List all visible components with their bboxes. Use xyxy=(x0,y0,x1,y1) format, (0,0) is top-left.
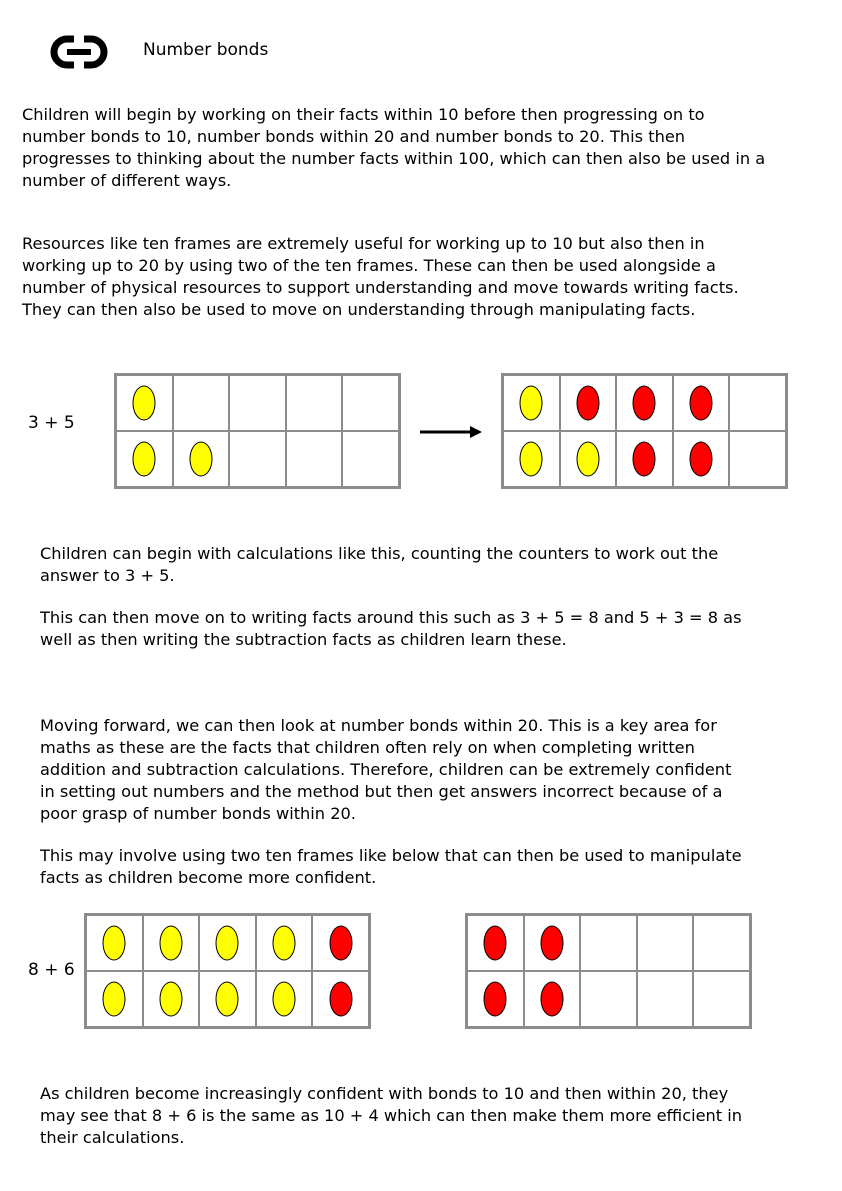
ten-frame-cell xyxy=(256,915,313,971)
ten-frame-cell xyxy=(467,971,524,1027)
yellow-counter xyxy=(520,386,543,421)
ten-frame-cell xyxy=(312,971,369,1027)
ten-frame-start xyxy=(114,373,401,489)
yellow-counter xyxy=(103,982,126,1017)
red-counter xyxy=(633,386,656,421)
red-counter xyxy=(576,386,599,421)
link-icon xyxy=(50,35,108,69)
ten-frame-cell xyxy=(286,375,343,431)
bonds-within-20-paragraph: Moving forward, we can then look at number bonds within 20. This is a key area for maths as these are the facts that children often rely on when completing written addition and subtraction calculations. Therefore, children can be extremely confident in setting out numbers and the method but then get answers incorrect because of a poor grasp of number bonds within 20. xyxy=(40,716,732,823)
ten-frame-cell xyxy=(342,375,399,431)
ten-frame-result xyxy=(501,373,788,489)
ten-frame-cell xyxy=(503,375,560,431)
ten-frame-cell xyxy=(342,431,399,487)
yellow-counter xyxy=(189,442,212,477)
ten-frame-cell xyxy=(693,971,750,1027)
ten-frame-cell xyxy=(616,431,673,487)
yellow-counter xyxy=(103,926,126,961)
yellow-counter xyxy=(273,982,296,1017)
ten-frame-cell xyxy=(143,971,200,1027)
yellow-counter xyxy=(576,442,599,477)
yellow-counter xyxy=(133,442,156,477)
resources-paragraph: Resources like ten frames are extremely useful for working up to 10 but also then in working up to 20 by using two of the ten frames. These can then be used alongside a number of physical resources to support understanding and move towards writing facts. They can then also be used to move on understanding through manipulating facts. xyxy=(22,234,739,319)
red-counter xyxy=(690,386,713,421)
ten-frame-cell xyxy=(286,431,343,487)
yellow-counter xyxy=(159,926,182,961)
two-frames-paragraph: This may involve using two ten frames like below that can then be used to manipulate facts as children become more confident. xyxy=(40,846,742,887)
yellow-counter xyxy=(520,442,543,477)
conclusion-paragraph: As children become increasingly confident with bonds to 10 and then within 20, they may see that 8 + 6 is the same as 10 + 4 which can then make them more efficient in their calculations. xyxy=(40,1084,743,1147)
ten-frame-cell xyxy=(503,431,560,487)
ten-frame-cell xyxy=(616,375,673,431)
ten-frame-partial xyxy=(465,913,752,1029)
ten-frame-cell xyxy=(229,431,286,487)
yellow-counter xyxy=(216,926,239,961)
ten-frame-cell xyxy=(693,915,750,971)
calculation-label-3-plus-5: 3 + 5 xyxy=(28,413,75,433)
ten-frame-cell xyxy=(560,431,617,487)
ten-frame-cell xyxy=(560,375,617,431)
ten-frame-cell xyxy=(143,915,200,971)
red-counter xyxy=(329,982,352,1017)
yellow-counter xyxy=(273,926,296,961)
ten-frame-cell xyxy=(467,915,524,971)
calculation-label-8-plus-6: 8 + 6 xyxy=(28,960,75,980)
ten-frame-cell xyxy=(312,915,369,971)
ten-frame-cell xyxy=(86,971,143,1027)
yellow-counter xyxy=(216,982,239,1017)
yellow-counter xyxy=(159,982,182,1017)
ten-frame-cell xyxy=(199,915,256,971)
ten-frame-cell xyxy=(580,915,637,971)
red-counter xyxy=(540,926,563,961)
ten-frame-cell xyxy=(173,431,230,487)
ten-frame-cell xyxy=(729,431,786,487)
red-counter xyxy=(540,982,563,1017)
counting-paragraph: Children can begin with calculations like this, counting the counters to work out the answer to 3 + 5. xyxy=(40,544,719,585)
red-counter xyxy=(329,926,352,961)
red-counter xyxy=(633,442,656,477)
arrow-right-icon xyxy=(418,424,484,440)
ten-frame-cell xyxy=(637,915,694,971)
ten-frame-cell xyxy=(673,431,730,487)
intro-paragraph: Children will begin by working on their facts within 10 before then progressing on to number bonds to 10, number bonds within 20 and number bonds to 20. This then progresses to thinking about the number facts within 100, which can then also be used in a number of different ways. xyxy=(22,105,766,190)
ten-frame-cell xyxy=(173,375,230,431)
yellow-counter xyxy=(133,386,156,421)
ten-frame-cell xyxy=(116,375,173,431)
ten-frame-cell xyxy=(524,915,581,971)
ten-frame-cell xyxy=(637,971,694,1027)
ten-frame-full xyxy=(84,913,371,1029)
ten-frame-cell xyxy=(229,375,286,431)
page-title: Number bonds xyxy=(143,40,269,60)
ten-frame-cell xyxy=(729,375,786,431)
ten-frame-cell xyxy=(199,971,256,1027)
ten-frame-cell xyxy=(524,971,581,1027)
red-counter xyxy=(484,982,507,1017)
ten-frame-cell xyxy=(116,431,173,487)
writing-facts-paragraph: This can then move on to writing facts around this such as 3 + 5 = 8 and 5 + 3 = 8 as well as then writing the subtraction facts as children learn these. xyxy=(40,608,742,649)
ten-frame-cell xyxy=(86,915,143,971)
ten-frame-cell xyxy=(673,375,730,431)
red-counter xyxy=(484,926,507,961)
ten-frame-cell xyxy=(580,971,637,1027)
red-counter xyxy=(690,442,713,477)
ten-frame-cell xyxy=(256,971,313,1027)
